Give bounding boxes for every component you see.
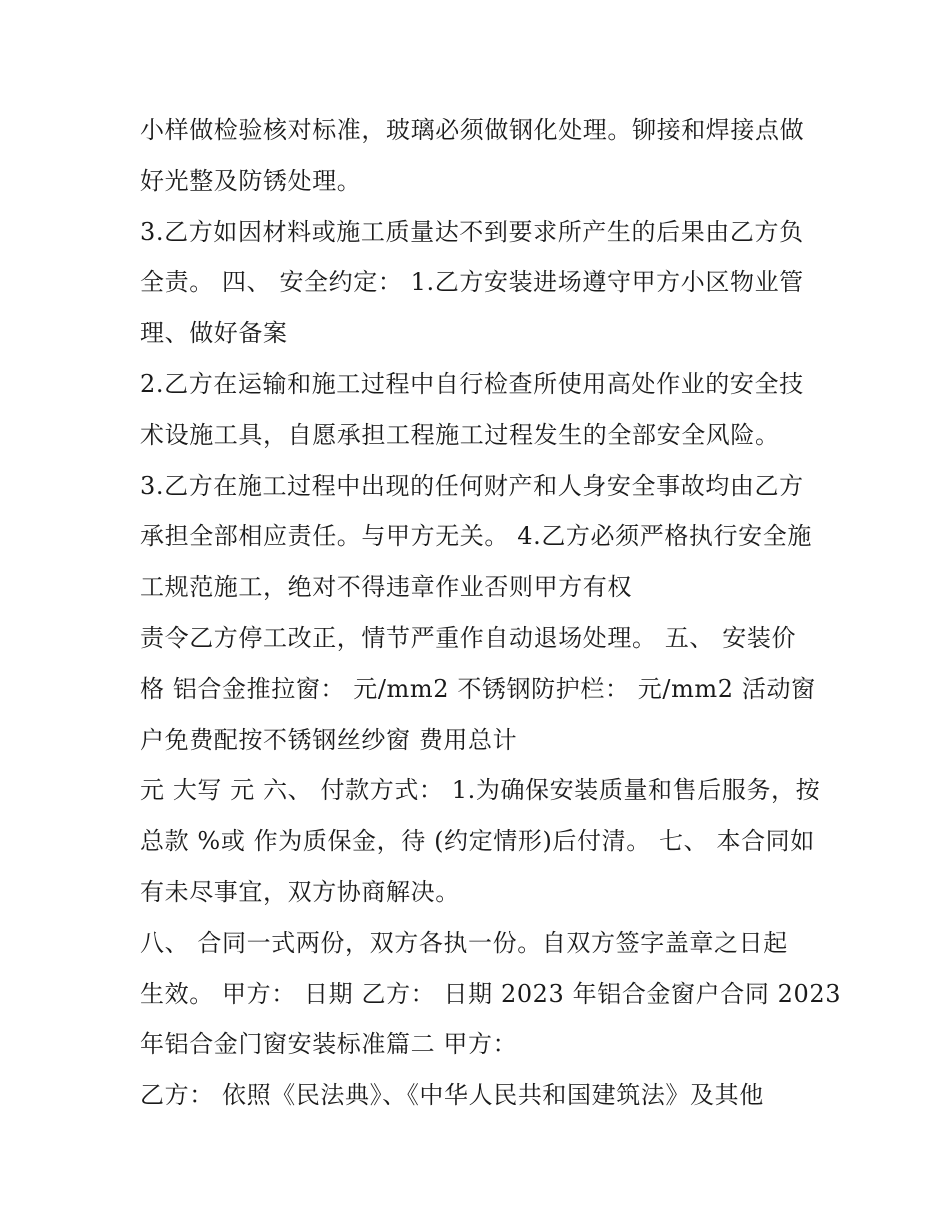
text-line: 户免费配按不锈钢丝纱窗 费用总计 <box>140 725 518 754</box>
text-line: 3.乙方在施工过程中出现的任何财产和人身安全事故均由乙方 <box>140 471 804 500</box>
text-line: 生效。 甲方： 日期 乙方： 日期 2023 年铝合金窗户合同 2023 <box>140 979 842 1008</box>
text-line: 术设施工具，自愿承担工程施工过程发生的全部安全风险。 <box>140 420 780 449</box>
text-line: 总款 %或 作为质保金，待 (约定情形)后付清。 七、 本合同如 <box>140 827 815 856</box>
text-line: 理、做好备案 <box>140 319 288 348</box>
text-line: 有未尽事宜，双方协商解决。 <box>140 877 460 906</box>
document-body <box>140 105 842 1121</box>
text-line: 3.乙方如因材料或施工质量达不到要求所产生的后果由乙方负 <box>140 217 804 246</box>
text-line: 责令乙方停工改正，情节严重作自动退场处理。 五、 安装价 <box>140 623 797 652</box>
text-line: 2.乙方在运输和施工过程中自行检查所使用高处作业的安全技 <box>140 369 804 398</box>
text-line: 乙方： 依照《民法典》、《中华人民共和国建筑法》及其他 <box>140 1081 764 1110</box>
text-line: 小样做检验核对标准，玻璃必须做钢化处理。铆接和焊接点做 <box>140 116 805 144</box>
text-line: 工规范施工，绝对不得违章作业否则甲方有权 <box>140 573 632 602</box>
text-line: 元 大写 元 六、 付款方式： 1.为确保安装质量和售后服务，按 <box>140 776 821 805</box>
text-line: 承担全部相应责任。与甲方无关。 4.乙方必须严格执行安全施 <box>140 522 812 551</box>
text-line: 格 铝合金推拉窗： 元/mm2 不锈钢防护栏： 元/mm2 活动窗 <box>140 674 816 703</box>
text-line: 八、 合同一式两份，双方各执一份。自双方签字盖章之日起 <box>140 928 788 957</box>
text-line: 年铝合金门窗安装标准篇二 甲方： <box>140 1030 518 1059</box>
text-line: 好光整及防锈处理。 <box>140 166 362 195</box>
text-line: 全责。 四、 安全约定： 1.乙方安装进场遵守甲方小区物业管 <box>140 268 804 297</box>
